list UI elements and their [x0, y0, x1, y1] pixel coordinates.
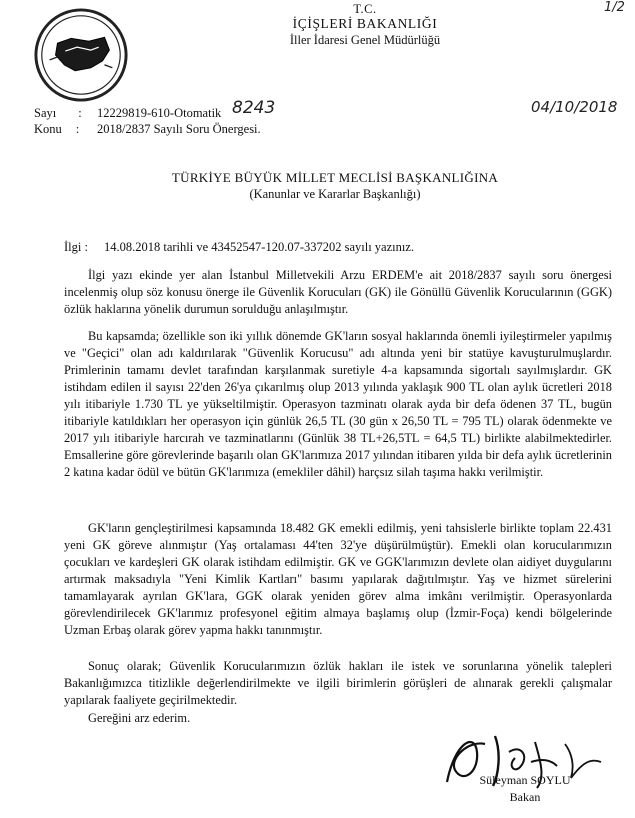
ilgi-text: 14.08.2018 tarihli ve 43452547-120.07-337202 sayılı yazınız.	[104, 240, 415, 254]
konu-value: 2018/2837 Sayılı Soru Önergesi.	[97, 122, 261, 136]
sayi-value: 12229819-610-Otomatik	[97, 106, 222, 120]
paragraph-1: İlgi yazı ekinde yer alan İstanbul Milletvekili Arzu ERDEM'e ait 2018/2837 sayılı soru önergesi incelenmiş olup söz konusu önerge ile Güvenlik Korucuları (GK) ile Gönüllü Güvenlik Korucularının (GGK) özlük haklarına yönelik durumun sorulduğu anlaşılmıştır.	[64, 268, 612, 316]
addressee-subtitle: (Kanunlar ve Kararlar Başkanlığı)	[249, 187, 421, 201]
addressee-title: TÜRKİYE BÜYÜK MİLLET MECLİSİ BAŞKANLIĞINA	[171, 170, 499, 185]
sayi-label: Sayı :	[34, 106, 82, 120]
header-tc: T.C.	[353, 2, 377, 16]
page-number-handwritten: 1/2	[604, 0, 625, 15]
konu-label: Konu :	[34, 122, 80, 136]
ministry-seal-logo	[32, 6, 130, 104]
paragraph-4: Sonuç olarak; Güvenlik Korucularımızın özlük hakları ile istek ve sorunlarına yönelik talepleri Bakanlığımızca titizlikle değerlendirilmekte ve ilgili birimlerin görüşleri de alınarak gerekli çalışmalar yapılarak faaliyete geçirilmektedir.	[64, 659, 612, 707]
paragraph-2: Bu kapsamda; özellikle son iki yıllık dönemde GK'ların sosyal haklarında önemli iyileştirmeler yapılmış ve "Geçici" olan adı kaldırılarak "Güvenlik Korucusu" adı altında yeni bir statüye kavuşturulmuşlardır. Primlerinin tamamı devlet tarafından karşılanmak suretiyle 4-a kapsamında sigortalı sayılmışlardır. GK istihdam edilen il sayısı 22'den 26'ya çıkarılmış olup 2013 yılında yaklaşık 900 TL olan aylık ücretleri 2018 yılı itibariyle 1.730 TL ye yükseltilmiştir. Operasyon tazminatı olarak ayda bir defa ödenen 37 TL, bugün itibariyle katıldıkları her operasyon için günlük 26,5 TL (30 gün x 26,50 TL = 795 TL) olarak ödenmekte ve 2017 yılı itibariyle harcırah ve tazminatlarını (Günlük 38 TL+26,5TL = 64,5 TL) birlikte alabilmektedirler. Emsallerine göre görevlerinde başarılı olan GK'larımıza 2017 yılından itibaren yılda bir defa aylık ücretlerinin 2 katına kadar ödül ve bütün GK'larımıza (emekliler dâhil) harçsız silah taşıma hakkı verilmiştir.	[64, 329, 612, 479]
sayi-handwritten-number: 8243	[232, 98, 276, 118]
ilgi-label: İlgi :	[64, 240, 88, 254]
signatory-title: Bakan	[509, 790, 541, 804]
handwritten-date: 04/10/2018	[531, 98, 618, 116]
signatory-name: Süleyman SOYLU	[479, 773, 571, 787]
paragraph-3: GK'ların gençleştirilmesi kapsamında 18.482 GK emekli edilmiş, yeni tahsislerle birlikte toplam 22.431 yeni GK göreve alınmıştır (Yaş ortalaması 44'ten 32'ye düşürülmüştür). Emekli olan korucularımızın çocukları ve kardeşleri GK olarak istihdam edilmiştir. GK ve GGK'larımızın devlete olan aidiyet duygularını artırmak maksadıyla "Yeni Kimlik Kartları" basımı yapılarak dağıtılmıştır. Yaş ve hizmet sürelerini tamamlayarak ayrılan GK'lara, GGK olarak yeniden görev alma imkânı verilmiştir. Operasyonlarda görevlendirilecek GK'larımız profesyonel eğitim almaya başlamış olup (İzmir-Foça) kendi bölgelerinde Uzman Erbaş olarak görev yapma hakkı tanınmıştır.	[64, 521, 612, 637]
header-ministry: İÇİŞLERİ BAKANLIĞI	[292, 16, 438, 31]
header-directorate: İller İdaresi Genel Müdürlüğü	[289, 33, 441, 47]
closing-line: Gereğini arz ederim.	[88, 711, 191, 725]
